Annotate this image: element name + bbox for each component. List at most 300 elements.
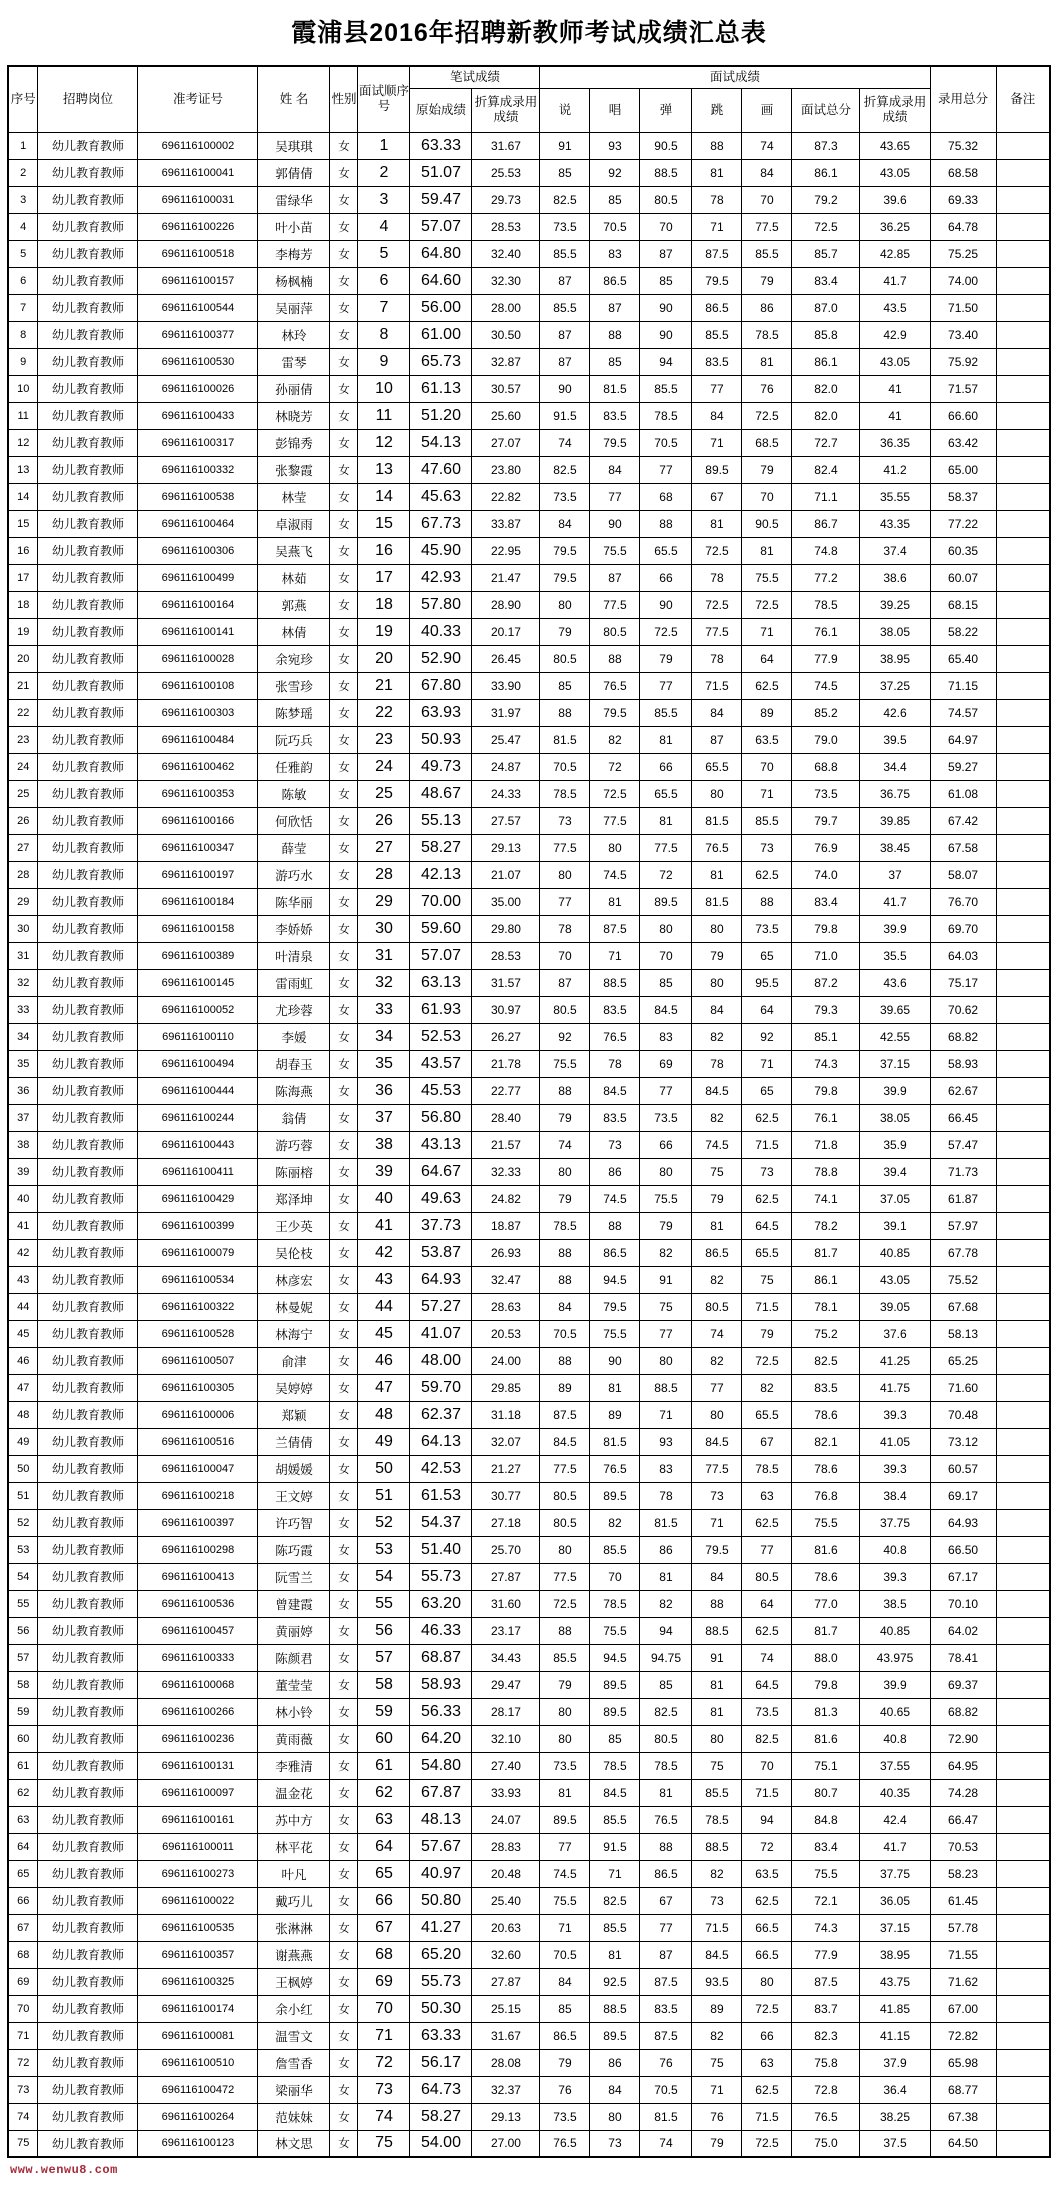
cell-name: 游巧蓉 — [258, 1131, 330, 1158]
header-draw: 画 — [742, 88, 792, 132]
cell-position: 幼儿教育教师 — [38, 321, 138, 348]
cell-written-raw: 62.37 — [410, 1401, 472, 1428]
cell-interview-total: 79.7 — [792, 807, 860, 834]
cell-speak: 70 — [540, 942, 590, 969]
cell-interview-total: 77.9 — [792, 1941, 860, 1968]
cell-play: 84.5 — [640, 996, 692, 1023]
cell-index: 33 — [8, 996, 38, 1023]
cell-interview-converted: 42.85 — [860, 240, 930, 267]
cell-speak: 86.5 — [540, 2022, 590, 2049]
cell-gender: 女 — [330, 1995, 358, 2022]
cell-dance: 80.5 — [692, 1293, 742, 1320]
cell-written-converted: 32.37 — [472, 2076, 540, 2103]
cell-speak: 90 — [540, 375, 590, 402]
cell-interview-converted: 40.85 — [860, 1239, 930, 1266]
cell-position: 幼儿教育教师 — [38, 1617, 138, 1644]
cell-sing: 83.5 — [590, 996, 640, 1023]
cell-play: 88.5 — [640, 1374, 692, 1401]
cell-interview-order: 13 — [358, 456, 410, 483]
cell-interview-converted: 37.4 — [860, 537, 930, 564]
cell-dance: 88.5 — [692, 1617, 742, 1644]
cell-interview-total: 71.1 — [792, 483, 860, 510]
cell-interview-total: 74.3 — [792, 1914, 860, 1941]
cell-interview-total: 86.1 — [792, 348, 860, 375]
cell-sing: 88 — [590, 1212, 640, 1239]
cell-interview-order: 34 — [358, 1023, 410, 1050]
cell-dance: 71 — [692, 429, 742, 456]
cell-sing: 82 — [590, 726, 640, 753]
cell-gender: 女 — [330, 1131, 358, 1158]
cell-interview-order: 15 — [358, 510, 410, 537]
cell-written-converted: 31.97 — [472, 699, 540, 726]
cell-sing: 73 — [590, 2130, 640, 2157]
cell-written-converted: 21.47 — [472, 564, 540, 591]
cell-written-converted: 27.40 — [472, 1752, 540, 1779]
header-gender: 性别 — [330, 66, 358, 132]
cell-written-raw: 57.80 — [410, 591, 472, 618]
cell-exam-id: 696116100047 — [138, 1455, 258, 1482]
cell-written-raw: 51.07 — [410, 159, 472, 186]
cell-gender: 女 — [330, 1158, 358, 1185]
cell-speak: 73.5 — [540, 483, 590, 510]
cell-sing: 83 — [590, 240, 640, 267]
cell-speak: 84 — [540, 1968, 590, 1995]
cell-written-raw: 50.80 — [410, 1887, 472, 1914]
cell-draw: 64.5 — [742, 1212, 792, 1239]
cell-play: 87 — [640, 1941, 692, 1968]
cell-gender: 女 — [330, 1698, 358, 1725]
cell-written-converted: 26.93 — [472, 1239, 540, 1266]
cell-play: 83.5 — [640, 1995, 692, 2022]
cell-written-raw: 52.90 — [410, 645, 472, 672]
cell-exam-id: 696116100236 — [138, 1725, 258, 1752]
cell-interview-converted: 40.8 — [860, 1725, 930, 1752]
cell-total: 75.25 — [930, 240, 996, 267]
cell-written-converted: 27.07 — [472, 429, 540, 456]
cell-interview-total: 88.0 — [792, 1644, 860, 1671]
cell-interview-total: 71.0 — [792, 942, 860, 969]
cell-remark — [996, 1941, 1050, 1968]
cell-interview-total: 71.8 — [792, 1131, 860, 1158]
cell-position: 幼儿教育教师 — [38, 1563, 138, 1590]
cell-exam-id: 696116100429 — [138, 1185, 258, 1212]
cell-interview-order: 42 — [358, 1239, 410, 1266]
cell-speak: 92 — [540, 1023, 590, 1050]
cell-index: 38 — [8, 1131, 38, 1158]
cell-position: 幼儿教育教师 — [38, 996, 138, 1023]
cell-play: 82 — [640, 1239, 692, 1266]
cell-name: 余小红 — [258, 1995, 330, 2022]
cell-interview-converted: 43.05 — [860, 348, 930, 375]
cell-sing: 92 — [590, 159, 640, 186]
cell-remark — [996, 1833, 1050, 1860]
cell-written-converted: 24.07 — [472, 1806, 540, 1833]
header-interview-group: 面试成绩 — [540, 66, 930, 88]
cell-name: 郑颖 — [258, 1401, 330, 1428]
cell-exam-id: 696116100535 — [138, 1914, 258, 1941]
cell-written-converted: 31.67 — [472, 132, 540, 159]
cell-interview-order: 24 — [358, 753, 410, 780]
cell-play: 79 — [640, 1212, 692, 1239]
cell-dance: 77 — [692, 1374, 742, 1401]
cell-written-raw: 57.07 — [410, 213, 472, 240]
cell-position: 幼儿教育教师 — [38, 1752, 138, 1779]
cell-total: 58.07 — [930, 861, 996, 888]
cell-written-raw: 63.13 — [410, 969, 472, 996]
table-row — [8, 375, 1050, 402]
cell-exam-id: 696116100174 — [138, 1995, 258, 2022]
cell-written-converted: 21.27 — [472, 1455, 540, 1482]
cell-name: 林玲 — [258, 321, 330, 348]
cell-speak: 79 — [540, 1671, 590, 1698]
cell-gender: 女 — [330, 1941, 358, 1968]
cell-position: 幼儿教育教师 — [38, 402, 138, 429]
cell-position: 幼儿教育教师 — [38, 1509, 138, 1536]
cell-dance: 76 — [692, 2103, 742, 2130]
cell-total: 65.98 — [930, 2049, 996, 2076]
cell-exam-id: 696116100031 — [138, 186, 258, 213]
cell-dance: 80 — [692, 780, 742, 807]
cell-name: 阮巧兵 — [258, 726, 330, 753]
cell-interview-order: 31 — [358, 942, 410, 969]
cell-interview-converted: 39.6 — [860, 186, 930, 213]
cell-interview-total: 82.3 — [792, 2022, 860, 2049]
cell-total: 58.23 — [930, 1860, 996, 1887]
cell-remark — [996, 699, 1050, 726]
cell-interview-order: 39 — [358, 1158, 410, 1185]
cell-interview-order: 29 — [358, 888, 410, 915]
cell-interview-converted: 38.45 — [860, 834, 930, 861]
cell-dance: 87.5 — [692, 240, 742, 267]
cell-exam-id: 696116100325 — [138, 1968, 258, 1995]
cell-speak: 84 — [540, 510, 590, 537]
cell-speak: 79.5 — [540, 564, 590, 591]
cell-written-converted: 32.30 — [472, 267, 540, 294]
cell-interview-order: 18 — [358, 591, 410, 618]
cell-position: 幼儿教育教师 — [38, 1482, 138, 1509]
cell-position: 幼儿教育教师 — [38, 483, 138, 510]
cell-exam-id: 696116100357 — [138, 1941, 258, 1968]
cell-remark — [996, 861, 1050, 888]
cell-draw: 71.5 — [742, 1131, 792, 1158]
cell-interview-order: 4 — [358, 213, 410, 240]
cell-total: 61.08 — [930, 780, 996, 807]
cell-position: 幼儿教育教师 — [38, 1293, 138, 1320]
cell-interview-total: 82.4 — [792, 456, 860, 483]
cell-total: 58.37 — [930, 483, 996, 510]
cell-play: 85 — [640, 969, 692, 996]
cell-name: 陈华丽 — [258, 888, 330, 915]
cell-speak: 88 — [540, 1239, 590, 1266]
cell-index: 45 — [8, 1320, 38, 1347]
cell-position: 幼儿教育教师 — [38, 1995, 138, 2022]
cell-remark — [996, 1455, 1050, 1482]
cell-draw: 74 — [742, 1644, 792, 1671]
cell-remark — [996, 1347, 1050, 1374]
cell-interview-total: 83.7 — [792, 1995, 860, 2022]
cell-remark — [996, 807, 1050, 834]
cell-gender: 女 — [330, 726, 358, 753]
cell-total: 57.97 — [930, 1212, 996, 1239]
cell-interview-total: 72.7 — [792, 429, 860, 456]
cell-exam-id: 696116100244 — [138, 1104, 258, 1131]
cell-remark — [996, 1536, 1050, 1563]
cell-gender: 女 — [330, 942, 358, 969]
cell-interview-order: 37 — [358, 1104, 410, 1131]
cell-sing: 94.5 — [590, 1266, 640, 1293]
cell-exam-id: 696116100536 — [138, 1590, 258, 1617]
table-row — [8, 915, 1050, 942]
cell-remark — [996, 267, 1050, 294]
cell-exam-id: 696116100389 — [138, 942, 258, 969]
cell-written-converted: 28.90 — [472, 591, 540, 618]
cell-play: 74 — [640, 2130, 692, 2157]
cell-written-converted: 24.82 — [472, 1185, 540, 1212]
cell-total: 68.15 — [930, 591, 996, 618]
cell-written-converted: 28.53 — [472, 942, 540, 969]
cell-index: 56 — [8, 1617, 38, 1644]
cell-written-converted: 28.08 — [472, 2049, 540, 2076]
cell-sing: 83.5 — [590, 1104, 640, 1131]
cell-play: 83 — [640, 1455, 692, 1482]
cell-interview-order: 63 — [358, 1806, 410, 1833]
cell-speak: 89 — [540, 1374, 590, 1401]
cell-interview-order: 6 — [358, 267, 410, 294]
cell-name: 林小铃 — [258, 1698, 330, 1725]
cell-sing: 84.5 — [590, 1779, 640, 1806]
cell-interview-total: 80.7 — [792, 1779, 860, 1806]
cell-index: 2 — [8, 159, 38, 186]
cell-speak: 81 — [540, 1779, 590, 1806]
cell-interview-order: 5 — [358, 240, 410, 267]
cell-remark — [996, 969, 1050, 996]
cell-name: 雷绿华 — [258, 186, 330, 213]
cell-speak: 89.5 — [540, 1806, 590, 1833]
cell-draw: 64 — [742, 645, 792, 672]
cell-play: 81.5 — [640, 2103, 692, 2130]
cell-total: 65.00 — [930, 456, 996, 483]
cell-name: 戴巧儿 — [258, 1887, 330, 1914]
cell-interview-total: 82.0 — [792, 375, 860, 402]
cell-play: 67 — [640, 1887, 692, 1914]
cell-written-converted: 26.45 — [472, 645, 540, 672]
cell-written-converted: 33.93 — [472, 1779, 540, 1806]
cell-interview-converted: 41.85 — [860, 1995, 930, 2022]
cell-interview-total: 73.5 — [792, 780, 860, 807]
cell-remark — [996, 402, 1050, 429]
cell-sing: 86.5 — [590, 267, 640, 294]
header-interview-order: 面试顺序号 — [358, 66, 410, 132]
cell-total: 72.90 — [930, 1725, 996, 1752]
cell-position: 幼儿教育教师 — [38, 1698, 138, 1725]
cell-index: 69 — [8, 1968, 38, 1995]
cell-gender: 女 — [330, 564, 358, 591]
cell-interview-total: 75.0 — [792, 2130, 860, 2157]
cell-dance: 93.5 — [692, 1968, 742, 1995]
cell-gender: 女 — [330, 240, 358, 267]
cell-name: 李梅芳 — [258, 240, 330, 267]
cell-written-raw: 56.00 — [410, 294, 472, 321]
cell-interview-converted: 42.9 — [860, 321, 930, 348]
cell-index: 72 — [8, 2049, 38, 2076]
cell-dance: 81 — [692, 861, 742, 888]
cell-interview-order: 26 — [358, 807, 410, 834]
cell-position: 幼儿教育教师 — [38, 1347, 138, 1374]
cell-written-raw: 63.93 — [410, 699, 472, 726]
cell-interview-converted: 41.05 — [860, 1428, 930, 1455]
cell-interview-converted: 43.75 — [860, 1968, 930, 1995]
cell-play: 85.5 — [640, 699, 692, 726]
cell-position: 幼儿教育教师 — [38, 1779, 138, 1806]
cell-remark — [996, 1239, 1050, 1266]
cell-gender: 女 — [330, 1779, 358, 1806]
cell-speak: 88 — [540, 1077, 590, 1104]
cell-written-converted: 32.07 — [472, 1428, 540, 1455]
cell-written-raw: 59.47 — [410, 186, 472, 213]
cell-exam-id: 696116100499 — [138, 564, 258, 591]
cell-remark — [996, 834, 1050, 861]
cell-total: 72.82 — [930, 2022, 996, 2049]
cell-draw: 64.5 — [742, 1671, 792, 1698]
cell-draw: 74 — [742, 132, 792, 159]
table-row — [8, 1401, 1050, 1428]
table-row — [8, 159, 1050, 186]
cell-name: 梁丽华 — [258, 2076, 330, 2103]
cell-interview-total: 78.6 — [792, 1401, 860, 1428]
cell-name: 陈海燕 — [258, 1077, 330, 1104]
cell-dance: 82 — [692, 1104, 742, 1131]
cell-name: 张淋淋 — [258, 1914, 330, 1941]
cell-draw: 92 — [742, 1023, 792, 1050]
cell-name: 林茹 — [258, 564, 330, 591]
cell-total: 64.93 — [930, 1509, 996, 1536]
cell-interview-total: 78.6 — [792, 1563, 860, 1590]
cell-sing: 70 — [590, 1563, 640, 1590]
cell-name: 董莹莹 — [258, 1671, 330, 1698]
cell-written-raw: 63.33 — [410, 2022, 472, 2049]
cell-draw: 70 — [742, 1752, 792, 1779]
cell-exam-id: 696116100538 — [138, 483, 258, 510]
cell-index: 28 — [8, 861, 38, 888]
cell-interview-total: 79.2 — [792, 186, 860, 213]
cell-total: 69.70 — [930, 915, 996, 942]
cell-index: 23 — [8, 726, 38, 753]
cell-index: 37 — [8, 1104, 38, 1131]
cell-draw: 72.5 — [742, 1347, 792, 1374]
cell-gender: 女 — [330, 2103, 358, 2130]
cell-written-raw: 51.40 — [410, 1536, 472, 1563]
header-position: 招聘岗位 — [38, 66, 138, 132]
cell-play: 81 — [640, 1779, 692, 1806]
cell-draw: 72.5 — [742, 402, 792, 429]
cell-written-raw: 55.73 — [410, 1968, 472, 1995]
cell-draw: 94 — [742, 1806, 792, 1833]
cell-position: 幼儿教育教师 — [38, 834, 138, 861]
cell-written-raw: 67.73 — [410, 510, 472, 537]
cell-sing: 80.5 — [590, 618, 640, 645]
cell-name: 郑泽坤 — [258, 1185, 330, 1212]
cell-interview-converted: 39.9 — [860, 915, 930, 942]
cell-remark — [996, 510, 1050, 537]
cell-interview-total: 75.8 — [792, 2049, 860, 2076]
cell-speak: 84.5 — [540, 1428, 590, 1455]
cell-name: 王枫婷 — [258, 1968, 330, 1995]
cell-play: 66 — [640, 564, 692, 591]
cell-gender: 女 — [330, 1914, 358, 1941]
cell-position: 幼儿教育教师 — [38, 645, 138, 672]
cell-play: 90 — [640, 321, 692, 348]
cell-dance: 84.5 — [692, 1941, 742, 1968]
cell-remark — [996, 1860, 1050, 1887]
cell-remark — [996, 1914, 1050, 1941]
cell-position: 幼儿教育教师 — [38, 159, 138, 186]
table-row — [8, 429, 1050, 456]
cell-interview-order: 51 — [358, 1482, 410, 1509]
cell-draw: 71 — [742, 780, 792, 807]
cell-interview-converted: 38.95 — [860, 645, 930, 672]
cell-exam-id: 696116100303 — [138, 699, 258, 726]
cell-interview-order: 72 — [358, 2049, 410, 2076]
cell-total: 67.78 — [930, 1239, 996, 1266]
cell-exam-id: 696116100002 — [138, 132, 258, 159]
cell-name: 陈丽榕 — [258, 1158, 330, 1185]
cell-name: 林莹 — [258, 483, 330, 510]
cell-dance: 78 — [692, 186, 742, 213]
cell-remark — [996, 888, 1050, 915]
cell-exam-id: 696116100068 — [138, 1671, 258, 1698]
cell-speak: 70.5 — [540, 1941, 590, 1968]
cell-draw: 70 — [742, 186, 792, 213]
cell-dance: 71 — [692, 213, 742, 240]
cell-play: 77 — [640, 1320, 692, 1347]
cell-name: 黄丽婷 — [258, 1617, 330, 1644]
cell-written-converted: 28.53 — [472, 213, 540, 240]
cell-play: 78 — [640, 1482, 692, 1509]
cell-written-raw: 56.17 — [410, 2049, 472, 2076]
cell-index: 52 — [8, 1509, 38, 1536]
cell-total: 67.58 — [930, 834, 996, 861]
cell-exam-id: 696116100444 — [138, 1077, 258, 1104]
cell-interview-order: 8 — [358, 321, 410, 348]
cell-written-converted: 20.63 — [472, 1914, 540, 1941]
cell-written-converted: 34.43 — [472, 1644, 540, 1671]
cell-play: 69 — [640, 1050, 692, 1077]
table-row — [8, 1455, 1050, 1482]
cell-dance: 79.5 — [692, 267, 742, 294]
cell-name: 张雪珍 — [258, 672, 330, 699]
cell-written-raw: 55.13 — [410, 807, 472, 834]
cell-name: 郭倩倩 — [258, 159, 330, 186]
cell-draw: 78.5 — [742, 321, 792, 348]
cell-gender: 女 — [330, 483, 358, 510]
cell-remark — [996, 483, 1050, 510]
header-play: 弹 — [640, 88, 692, 132]
table-row — [8, 1050, 1050, 1077]
cell-written-raw: 42.93 — [410, 564, 472, 591]
cell-index: 34 — [8, 1023, 38, 1050]
table-row — [8, 1212, 1050, 1239]
cell-index: 49 — [8, 1428, 38, 1455]
cell-interview-order: 53 — [358, 1536, 410, 1563]
cell-remark — [996, 2049, 1050, 2076]
cell-total: 67.68 — [930, 1293, 996, 1320]
cell-interview-converted: 39.1 — [860, 1212, 930, 1239]
table-row — [8, 348, 1050, 375]
cell-speak: 70.5 — [540, 753, 590, 780]
cell-written-converted: 25.53 — [472, 159, 540, 186]
cell-dance: 78.5 — [692, 1806, 742, 1833]
cell-written-converted: 29.85 — [472, 1374, 540, 1401]
